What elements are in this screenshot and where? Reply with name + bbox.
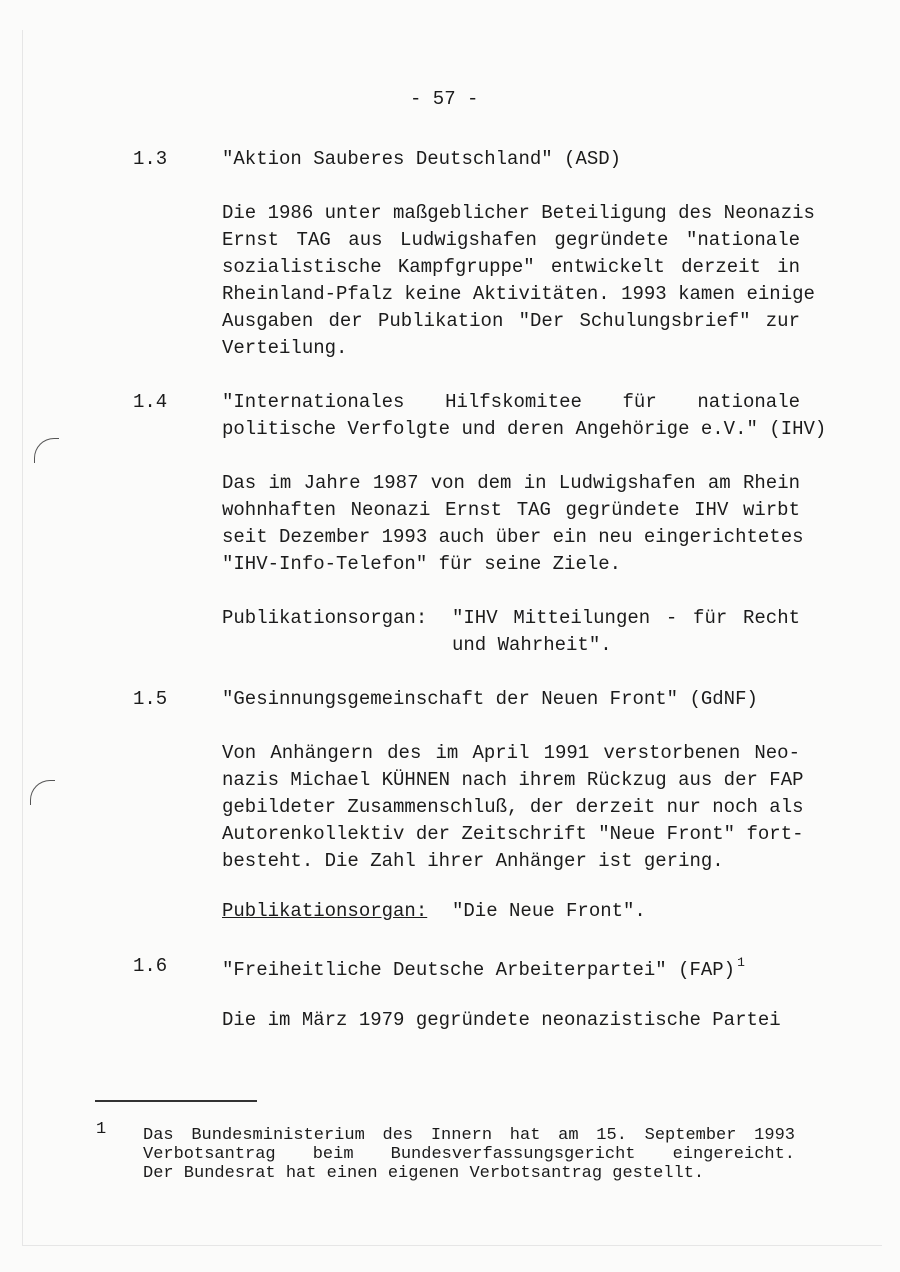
paragraph-line: Von Anhängern des im April 1991 verstorbenen Neo- [222, 742, 800, 764]
paragraph-line: "IHV-Info-Telefon" für seine Ziele. [222, 553, 622, 575]
page-number: - 57 - [410, 88, 479, 110]
section-heading-1-5: "Gesinnungsgemeinschaft der Neuen Front" (GdNF) [222, 688, 758, 710]
paragraph-line: Die 1986 unter maßgeblicher Beteiligung des Neonazis [222, 202, 815, 224]
heading-text: "Freiheitliche Deutsche Arbeiterpartei" (FAP) [222, 959, 736, 981]
paragraph-line: nazis Michael KÜHNEN nach ihrem Rückzug aus der FAP [222, 769, 804, 791]
scan-edge-left [22, 30, 23, 1245]
paragraph-line: gebildeter Zusammenschluß, der derzeit nur noch als [222, 796, 804, 818]
paragraph-line: Ernst TAG aus Ludwigshafen gegründete "nationale [222, 229, 800, 251]
footnote-mark: 1 [96, 1120, 107, 1139]
footnote-line: Das Bundesministerium des Innern hat am 15. September 1993 [143, 1126, 795, 1145]
section-heading-1-3: "Aktion Sauberes Deutschland" (ASD) [222, 148, 622, 170]
paragraph-line: Die im März 1979 gegründete neonazistische Partei [222, 1009, 781, 1031]
paragraph-line: seit Dezember 1993 auch über ein neu eingerichtetes [222, 526, 804, 548]
publication-label: Publikationsorgan: [222, 900, 428, 922]
paragraph-line: Verteilung. [222, 337, 348, 359]
section-number-1-3: 1.3 [133, 148, 168, 170]
paragraph-line: wohnhaften Neonazi Ernst TAG gegründete IHV wirbt [222, 499, 800, 521]
footnote-reference: 1 [737, 955, 745, 970]
paragraph-line: Ausgaben der Publikation "Der Schulungsbrief" zur [222, 310, 800, 332]
publication-value: "Die Neue Front". [452, 900, 646, 922]
section-number-1-6: 1.6 [133, 955, 168, 977]
section-number-1-5: 1.5 [133, 688, 168, 710]
section-number-1-4: 1.4 [133, 391, 168, 413]
paragraph-line: Das im Jahre 1987 von dem in Ludwigshafen am Rhein [222, 472, 800, 494]
punch-mark [34, 438, 59, 463]
section-heading-1-6 [222, 955, 745, 981]
section-heading-1-4-cont: politische Verfolgte und deren Angehörige e.V." (IHV) [222, 418, 827, 440]
footnote-line: Der Bundesrat hat einen eigenen Verbotsantrag gestellt. [143, 1164, 705, 1183]
paragraph-line: besteht. Die Zahl ihrer Anhänger ist gering. [222, 850, 724, 872]
punch-mark [30, 780, 55, 805]
footnote-line: Verbotsantrag beim Bundesverfassungsgericht eingereicht. [143, 1145, 795, 1164]
paragraph-line: Rheinland-Pfalz keine Aktivitäten. 1993 kamen einige [222, 283, 815, 305]
publication-label: Publikationsorgan: [222, 607, 428, 629]
publication-value: "IHV Mitteilungen - für Recht [452, 607, 800, 629]
paragraph-line: sozialistische Kampfgruppe" entwickelt derzeit in [222, 256, 800, 278]
publication-value-cont: und Wahrheit". [452, 634, 612, 656]
scan-edge-bottom [22, 1245, 882, 1246]
footnote-rule [95, 1100, 257, 1102]
paragraph-line: Autorenkollektiv der Zeitschrift "Neue Front" fort- [222, 823, 804, 845]
section-heading-1-4: "Internationales Hilfskomitee für nationale [222, 391, 800, 413]
